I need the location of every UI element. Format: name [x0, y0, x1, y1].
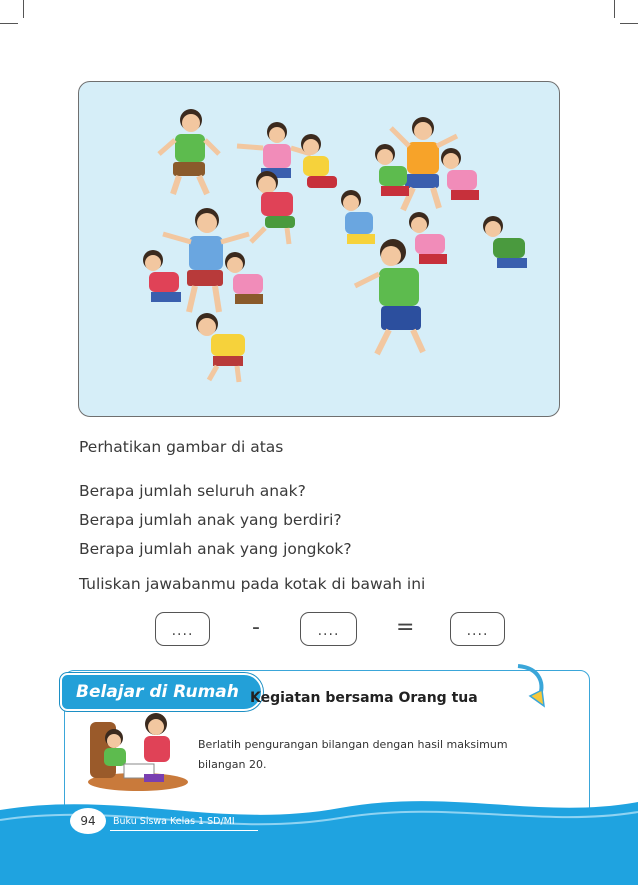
crop-mark [0, 23, 18, 24]
book-title-underline [110, 830, 258, 831]
footer-wave [0, 790, 638, 885]
parent-child-reading-illustration [84, 708, 192, 792]
question-crouching-children: Berapa jumlah anak yang jongkok? [79, 540, 352, 558]
child-crouching-figure [483, 216, 527, 268]
crop-mark [614, 0, 615, 18]
child-crouching-figure [251, 171, 295, 244]
answer-box-1[interactable]: .... [155, 612, 210, 646]
crop-mark [620, 23, 638, 24]
child-standing-figure [355, 239, 423, 354]
home-learning-tab: Belajar di Rumah [60, 673, 263, 711]
minus-sign: - [252, 615, 260, 640]
question-total-children: Berapa jumlah seluruh anak? [79, 482, 306, 500]
home-activity-subtitle: Kegiatan bersama Orang tua [250, 690, 478, 706]
child-standing-figure [159, 109, 219, 194]
child-crouching-figure [225, 252, 263, 304]
instruction-write: Tuliskan jawabanmu pada kotak di bawah ini [79, 575, 426, 593]
crop-mark [23, 0, 24, 18]
question-standing-children: Berapa jumlah anak yang berdiri? [79, 511, 342, 529]
answer-box-3[interactable]: .... [450, 612, 505, 646]
child-crouching-figure [409, 212, 447, 264]
home-activity-line-1: Berlatih pengurangan bilangan dengan hasil maksimum [198, 738, 508, 751]
child-crouching-figure [143, 250, 181, 302]
child-crouching-figure [341, 190, 375, 244]
child-crouching-figure [375, 144, 409, 196]
child-crouching-figure [441, 148, 479, 200]
child-crouching-figure [196, 313, 245, 382]
home-activity-line-2: bilangan 20. [198, 758, 267, 771]
instruction-look: Perhatikan gambar di atas [79, 438, 284, 456]
book-title: Buku Siswa Kelas 1 SD/MI [113, 816, 235, 827]
equals-sign: = [396, 615, 415, 640]
child-crouching-figure [301, 134, 337, 188]
answer-box-2[interactable]: .... [300, 612, 357, 646]
child-standing-figure [237, 122, 311, 178]
children-playing-illustration [78, 81, 560, 417]
page-number: 94 [70, 808, 106, 834]
curled-arrow-icon [510, 662, 552, 708]
home-activity-description [198, 735, 508, 775]
